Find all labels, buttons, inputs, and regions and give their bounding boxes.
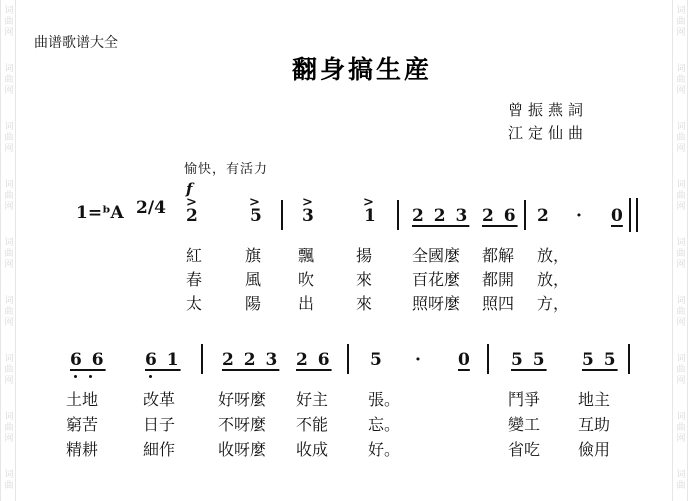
watermark-char: 曲: [4, 307, 14, 317]
time-signature-bottom: 4: [154, 198, 166, 218]
song-title: 翻身搞生産: [292, 55, 433, 84]
lyric: 吹: [298, 270, 315, 289]
lyric: 揚: [356, 246, 373, 265]
watermark-char: 曲: [676, 17, 686, 27]
lyric: 全國麼: [412, 246, 461, 265]
watermark-char: 网: [4, 86, 14, 96]
watermark-char: 网: [4, 376, 14, 386]
watermark-char: 网: [676, 318, 686, 328]
watermark-char: 网: [676, 28, 686, 38]
lyric: 精耕: [66, 440, 99, 459]
accent-mark: >: [302, 195, 313, 210]
watermark-char: 词: [676, 6, 686, 16]
site-name: 曲谱歌谱大全: [34, 35, 118, 51]
lyric: 張。: [368, 390, 401, 409]
right-watermark-strip: [672, 0, 688, 501]
time-signature-top: 2: [136, 198, 148, 218]
watermark-char: 曲: [4, 75, 14, 85]
watermark-char: 网: [4, 318, 14, 328]
lyric: 收呀麼: [218, 440, 267, 459]
left-watermark-strip: [0, 0, 16, 501]
lyric: 照四: [482, 294, 515, 313]
dynamic-marking: f: [186, 180, 193, 198]
lyric: 改革: [143, 390, 176, 409]
lyric: 飄: [298, 246, 315, 265]
lyric: 不能: [296, 415, 329, 434]
bar-line: [281, 200, 283, 230]
watermark-char: 词: [4, 180, 14, 190]
note: 2: [537, 206, 549, 226]
lyric: 都解: [482, 246, 515, 265]
lyric: 土地: [66, 390, 99, 409]
lyric: 旗: [245, 246, 262, 265]
lyric: 放，: [537, 246, 570, 265]
watermark-char: 曲: [676, 133, 686, 143]
watermark-char: 词: [4, 412, 14, 422]
lyric: 來: [356, 270, 373, 289]
watermark-char: 网: [4, 28, 14, 38]
watermark-char: 网: [676, 434, 686, 444]
watermark-char: 曲: [676, 365, 686, 375]
watermark-char: 词: [4, 296, 14, 306]
watermark-char: 曲: [4, 191, 14, 201]
lyricist-credit: 曾振燕詞: [508, 101, 589, 119]
note-group: 2 6: [296, 350, 332, 370]
watermark-char: 网: [4, 202, 14, 212]
watermark-char: 曲: [4, 133, 14, 143]
lyric: 放，: [537, 270, 570, 289]
lyric: 風: [245, 270, 262, 289]
lyric: 鬥爭: [508, 390, 541, 409]
lyric: 出: [298, 294, 315, 313]
watermark-char: 曲: [4, 17, 14, 27]
bar-line: [524, 200, 526, 230]
watermark-char: 词: [676, 238, 686, 248]
note-dot: ·: [576, 206, 582, 226]
watermark-char: 词: [4, 6, 14, 16]
watermark-char: 曲: [676, 249, 686, 259]
bar-line: [636, 198, 638, 232]
note: 5: [370, 350, 382, 370]
note-group: 6 1: [145, 350, 181, 370]
lyric: 紅: [186, 246, 203, 265]
note: 5: [250, 206, 262, 226]
watermark-char: 网: [676, 376, 686, 386]
note-rest: 0: [458, 350, 470, 370]
note-group: 5 5: [511, 350, 547, 370]
watermark-char: 词: [4, 122, 14, 132]
watermark-char: 曲: [676, 191, 686, 201]
lyric: 儉用: [578, 440, 611, 459]
lyric: 好呀麼: [218, 390, 267, 409]
lyric: 春: [186, 270, 203, 289]
time-signature: 2/4: [136, 198, 166, 218]
low-octave-dot: [149, 375, 152, 378]
watermark-char: 曲: [4, 365, 14, 375]
lyric: 日子: [143, 415, 176, 434]
bar-line: [201, 344, 203, 374]
note-group: 6 6: [70, 350, 106, 370]
note: 2: [186, 206, 198, 226]
low-octave-dot: [89, 375, 92, 378]
note: 1: [364, 206, 376, 226]
watermark-char: 词: [4, 354, 14, 364]
watermark-char: 词: [4, 64, 14, 74]
bar-line: [628, 344, 630, 374]
watermark-char: 词: [676, 296, 686, 306]
watermark-char: 词: [676, 354, 686, 364]
lyric: 互助: [578, 415, 611, 434]
watermark-char: 网: [676, 260, 686, 270]
watermark-char: 曲: [676, 481, 686, 491]
watermark-char: 网: [4, 144, 14, 154]
watermark-char: 网: [676, 86, 686, 96]
watermark-char: 词: [676, 180, 686, 190]
watermark-char: 曲: [676, 423, 686, 433]
accent-mark: >: [186, 195, 197, 210]
lyric: 地主: [578, 390, 611, 409]
lyric: 來: [356, 294, 373, 313]
watermark-char: 网: [676, 202, 686, 212]
lyric: 細作: [143, 440, 176, 459]
watermark-char: 词: [676, 122, 686, 132]
lyric: 方，: [537, 294, 570, 313]
accent-mark: >: [249, 195, 260, 210]
watermark-char: 词: [4, 238, 14, 248]
watermark-char: 曲: [4, 481, 14, 491]
lyric: 陽: [245, 294, 262, 313]
watermark-char: 词: [676, 64, 686, 74]
watermark-char: 词: [676, 470, 686, 480]
key-signature: 1=ᵇA: [76, 203, 124, 223]
note-group: 2 2 3: [412, 206, 470, 226]
lyric: 收成: [296, 440, 329, 459]
lyric: 忘。: [368, 415, 401, 434]
watermark-char: 曲: [676, 307, 686, 317]
accent-mark: >: [363, 195, 374, 210]
note-group: 2 6: [482, 206, 518, 226]
watermark-char: 词: [676, 412, 686, 422]
lyric: 都開: [482, 270, 515, 289]
lyric: 不呀麼: [218, 415, 267, 434]
note-group: 5 5: [582, 350, 618, 370]
watermark-char: 曲: [676, 75, 686, 85]
lyric: 百花麼: [412, 270, 461, 289]
note-dot: ·: [415, 350, 421, 370]
bar-line: [487, 344, 489, 374]
lyric: 太: [186, 294, 203, 313]
tempo-marking: 愉快，有活力: [184, 162, 269, 177]
lyric: 照呀麼: [412, 294, 461, 313]
composer-credit: 江定仙曲: [508, 124, 589, 142]
lyric: 省吃: [508, 440, 541, 459]
watermark-char: 词: [4, 470, 14, 480]
watermark-char: 网: [4, 260, 14, 270]
note-group: 2 2 3: [222, 350, 280, 370]
lyric: 窮苦: [66, 415, 99, 434]
bar-line: [397, 200, 399, 230]
watermark-char: 曲: [4, 423, 14, 433]
watermark-char: 网: [676, 144, 686, 154]
bar-line: [629, 198, 631, 232]
lyric: 變工: [508, 415, 541, 434]
bar-line: [347, 344, 349, 374]
note-rest: 0: [611, 206, 623, 226]
lyric: 好主: [296, 390, 329, 409]
note: 3: [302, 206, 314, 226]
watermark-char: 网: [4, 434, 14, 444]
watermark-char: 曲: [4, 249, 14, 259]
low-octave-dot: [74, 375, 77, 378]
lyric: 好。: [368, 440, 401, 459]
